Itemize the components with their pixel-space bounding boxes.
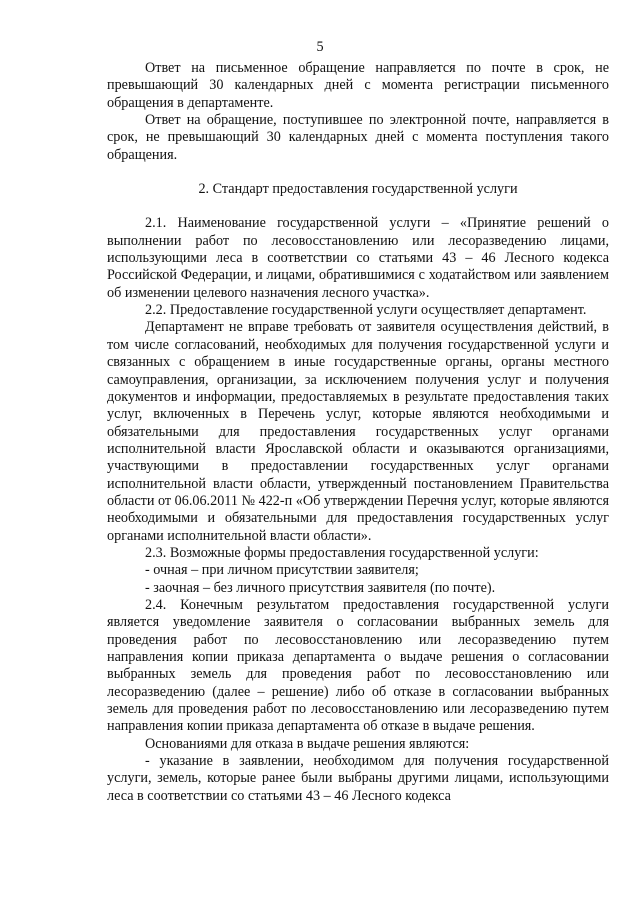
page-number: 5 bbox=[316, 39, 324, 55]
spacer bbox=[107, 198, 609, 215]
list-item-refusal-ground: - указание в заявлении, необходимом для получения государственной услуги, земель, которые ранее были выбраны другими лицами, использующими леса в соответствии со статьями 43 – 46 Лесного кодекса bbox=[107, 753, 609, 804]
list-item-by-mail: - заочная – без личного присутствия заявителя (по почте). bbox=[145, 579, 496, 596]
paragraph-2-1: 2.1. Наименование государственной услуги – «Принятие решений о выполнении работ по лесовосстановлению или лесоразведению лицами, использующими леса в соответствии со статьями 43 – 46 Лесного кодекса Российской Федерации, и лицами, обратившимися с ходатайством или заявлением об изменении целевого назначения лесного участка». bbox=[107, 215, 609, 301]
spacer bbox=[107, 164, 609, 181]
paragraph-department-restrictions: Департамент не вправе требовать от заявителя осуществления действий, в том числе согласований, необходимых для получения государственной услуги и связанных с обращением в иные государственные органы, органы местного самоуправления, организации, за исключением получения услуг и получения документов и информации, предоставляемых в результате предоставления таких услуг, включенных в Перечень услуг, которые являются необходимыми и обязательными для предоставления государственных услуг органами исполнительной власти Ярославской области и оказываются организациями, участвующими в предоставлении государственных услуг органами исполнительной власти области, утвержденный постановлением Правительства области от 06.06.2011 № 422-п «Об утверждении Перечня услуг, которые являются необходимыми и обязательными для предоставления государственных услуг органами исполнительной власти области». bbox=[107, 319, 609, 544]
document-body bbox=[107, 60, 609, 805]
paragraph-2-3: 2.3. Возможные формы предоставления государственной услуги: bbox=[145, 544, 539, 561]
paragraph-2-4: 2.4. Конечным результатом предоставления государственной услуги является уведомление заявителя о согласовании выбранных земель для проведения работ по лесовосстановлению или лесоразведению путем направления копии приказа департамента о выдаче решения о согласовании выбранных земель для проведения работ по лесовосстановлению или лесоразведению (далее – решение) либо об отказе в согласовании выбранных земель для проведения работ по лесовосстановлению или лесоразведению путем направления копии приказа департамента об отказе в выдаче решения. bbox=[107, 596, 609, 735]
list-item-in-person: - очная – при личном присутствии заявителя; bbox=[145, 562, 419, 579]
paragraph-2-2: 2.2. Предоставление государственной услуги осуществляет департамент. bbox=[145, 302, 587, 319]
paragraph-email-reply: Ответ на обращение, поступившее по электронной почте, направляется в срок, не превышающий 30 календарных дней с момента поступления такого обращения. bbox=[107, 112, 609, 163]
section-heading: 2. Стандарт предоставления государственной услуги bbox=[198, 181, 518, 198]
paragraph-written-reply: Ответ на письменное обращение направляется по почте в срок, не превышающий 30 календарных дней с момента регистрации письменного обращения в департаменте. bbox=[107, 60, 609, 111]
paragraph-refusal-grounds: Основаниями для отказа в выдаче решения являются: bbox=[145, 735, 470, 752]
